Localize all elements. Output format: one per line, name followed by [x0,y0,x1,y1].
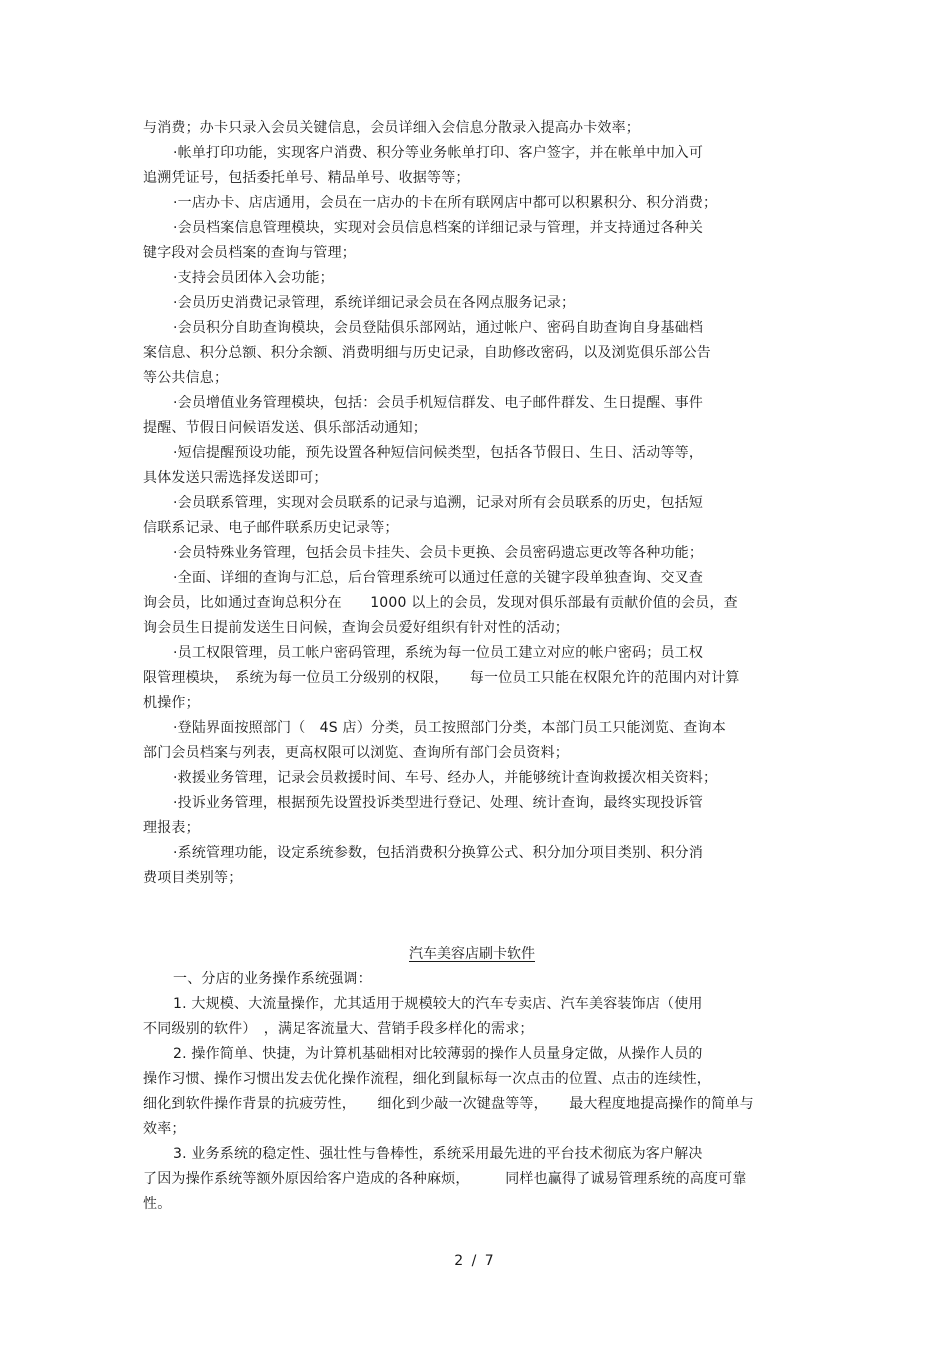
paragraph-line: ·短信提醒预设功能，预先设置各种短信问候类型，包括各节假日、生日、活动等等， [173,445,704,461]
paragraph-line: 部门会员档案与列表，更高权限可以浏览、查询所有部门会员资料； [143,745,569,761]
paragraph-line: ·系统管理功能，设定系统参数，包括消费积分换算公式、积分加分项目类别、积分消 [173,845,704,861]
paragraph-line: 等公共信息； [143,370,229,386]
paragraph-line: 键字段对会员档案的查询与管理； [143,245,356,261]
paragraph-line: 1. 大规模、大流量操作，尤其适用于规模较大的汽车专卖店、汽车美容装饰店（使用 [173,996,703,1012]
paragraph-line: 限管理模块， 系统为每一位员工分级别的权限， 每一位员工只能在权限允许的范围内对计算 [143,670,740,686]
paragraph-line: 费项目类别等； [143,870,243,886]
paragraph-line: ·会员档案信息管理模块，实现对会员信息档案的详细记录与管理，并支持通过各种关 [173,220,704,236]
paragraph-line: 3. 业务系统的稳定性、强壮性与鲁棒性，系统采用最先进的平台技术彻底为客户解决 [173,1146,703,1162]
paragraph-line: ·帐单打印功能，实现客户消费、积分等业务帐单打印、客户签字，并在帐单中加入可 [173,145,704,161]
paragraph-line: 一、分店的业务操作系统强调： [173,971,372,987]
paragraph-line: 提醒、节假日问候语发送、俱乐部活动通知； [143,420,427,436]
paragraph-line: ·登陆界面按照部门（ 4S 店）分类，员工按照部门分类，本部门员工只能浏览、查询本 [173,720,726,736]
page-number: 2 / 7 [454,1253,496,1269]
paragraph-line: 询会员生日提前发送生日问候，查询会员爱好组织有针对性的活动； [143,620,569,636]
paragraph-line: 理报表； [143,820,200,836]
paragraph-line: 了因为操作系统等额外原因给客户造成的各种麻烦， 同样也赢得了诚易管理系统的高度可靠 [143,1171,747,1187]
paragraph-line: ·会员增值业务管理模块，包括：会员手机短信群发、电子邮件群发、生日提醒、事件 [173,395,704,411]
paragraph-line: ·员工权限管理，员工帐户密码管理，系统为每一位员工建立对应的帐户密码；员工权 [173,645,704,661]
paragraph-line: 2. 操作简单、快捷，为计算机基础相对比较薄弱的操作人员量身定做，从操作人员的 [173,1046,703,1062]
paragraph-line: 机操作； [143,695,200,711]
paragraph-line: ·会员联系管理，实现对会员联系的记录与追溯，记录对所有会员联系的历史，包括短 [173,495,704,511]
paragraph-line: 性。 [143,1196,172,1212]
paragraph-line: ·一店办卡、店店通用，会员在一店办的卡在所有联网店中都可以积累积分、积分消费； [173,195,718,211]
paragraph-line: 不同级别的软件） ，满足客流量大、营销手段多样化的需求； [143,1021,534,1037]
paragraph-line: 案信息、积分总额、积分余额、消费明细与历史记录，自助修改密码，以及浏览俱乐部公告 [143,345,711,361]
paragraph-line: 信联系记录、电子邮件联系历史记录等； [143,520,399,536]
paragraph-line: 操作习惯、操作习惯出发去优化操作流程，细化到鼠标每一次点击的位置、点击的连续性， [143,1071,711,1087]
section-title [0,944,950,964]
paragraph-line: 效率； [143,1121,186,1137]
paragraph-line: ·投诉业务管理，根据预先设置投诉类型进行登记、处理、统计查询，最终实现投诉管 [173,795,704,811]
paragraph-line: ·会员历史消费记录管理，系统详细记录会员在各网点服务记录； [173,295,576,311]
paragraph-line: 询会员，比如通过查询总积分在 1000 以上的会员，发现对俱乐部最有贡献价值的会员，查 [143,595,738,611]
paragraph-line: ·会员特殊业务管理，包括会员卡挂失、会员卡更换、会员密码遗忘更改等各种功能； [173,545,704,561]
paragraph-line: 细化到软件操作背景的抗疲劳性， 细化到少敲一次键盘等等， 最大程度地提高操作的简单与 [143,1096,754,1112]
paragraph-line: ·全面、详细的查询与汇总，后台管理系统可以通过任意的关键字段单独查询、交叉查 [173,570,704,586]
paragraph-line: ·会员积分自助查询模块，会员登陆俱乐部网站，通过帐户、密码自助查询自身基础档 [173,320,704,336]
paragraph-line: ·救援业务管理，记录会员救援时间、车号、经办人，并能够统计查询救援次相关资料； [173,770,718,786]
paragraph-line: 与消费；办卡只录入会员关键信息，会员详细入会信息分散录入提高办卡效率； [143,120,640,136]
paragraph-line: 追溯凭证号，包括委托单号、精品单号、收据等等； [143,170,470,186]
section-title-text: 汽车美容店刷卡软件 [409,946,535,962]
paragraph-line: ·支持会员团体入会功能； [173,270,334,286]
paragraph-line: 具体发送只需选择发送即可； [143,470,328,486]
